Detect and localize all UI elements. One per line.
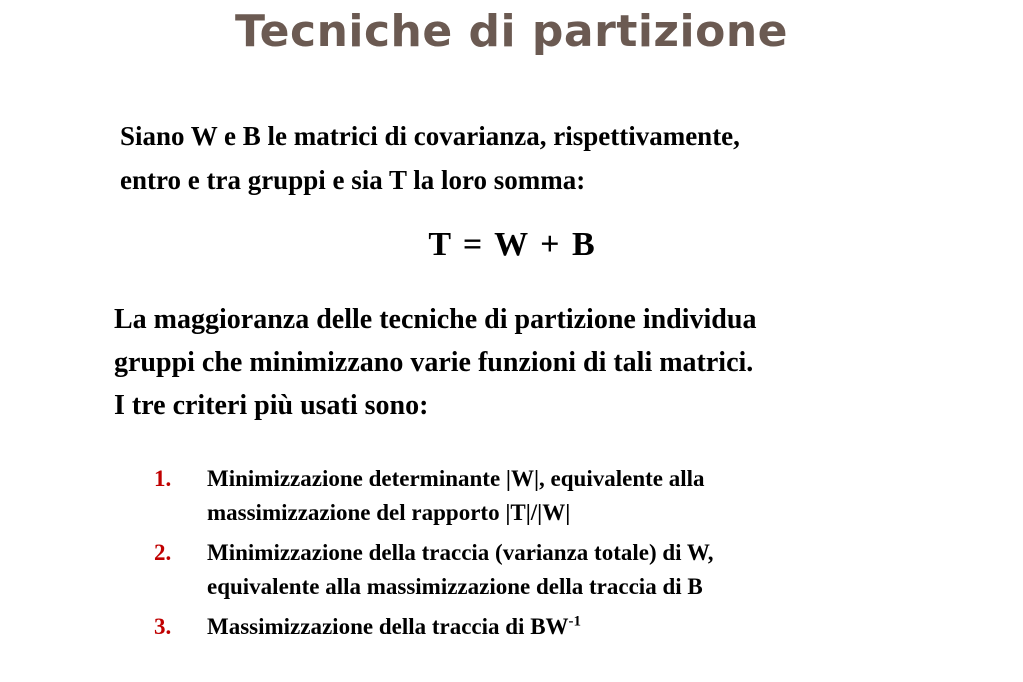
page-title: Tecniche di partizione — [234, 6, 789, 57]
list-item-line-1: Minimizzazione della traccia (varianza totale) di W, — [207, 540, 714, 565]
list-item — [150, 610, 990, 644]
superscript: -1 — [568, 613, 582, 630]
criteria-line-3: I tre criteri più usati sono: — [114, 390, 429, 421]
list-item — [150, 462, 990, 530]
list-item — [150, 536, 990, 604]
formula: T = W + B — [428, 226, 595, 263]
list-item-number: 3. — [154, 614, 172, 639]
list-item-line-1 — [207, 610, 990, 644]
intro-paragraph — [120, 114, 740, 202]
list-item-number: 2. — [154, 540, 172, 565]
list-item-line-1: Minimizzazione determinante |W|, equivalente alla — [207, 466, 705, 491]
list-item-number: 1. — [154, 466, 172, 491]
intro-line-1: Siano W e B le matrici di covarianza, rispettivamente, — [120, 121, 740, 151]
criteria-line-1: La maggioranza delle tecniche di partizione individua — [114, 304, 757, 335]
list-item-text: Massimizzazione della traccia di BW — [207, 614, 569, 639]
list-item-line-2: equivalente alla massimizzazione della traccia di B — [207, 574, 703, 599]
criteria-list — [150, 462, 990, 650]
intro-line-2: entro e tra gruppi e sia T la loro somma: — [120, 165, 586, 195]
criteria-line-2: gruppi che minimizzano varie funzioni di tali matrici. — [114, 347, 754, 378]
criteria-paragraph — [114, 298, 756, 427]
list-item-line-2: massimizzazione del rapporto |T|/|W| — [207, 500, 571, 525]
